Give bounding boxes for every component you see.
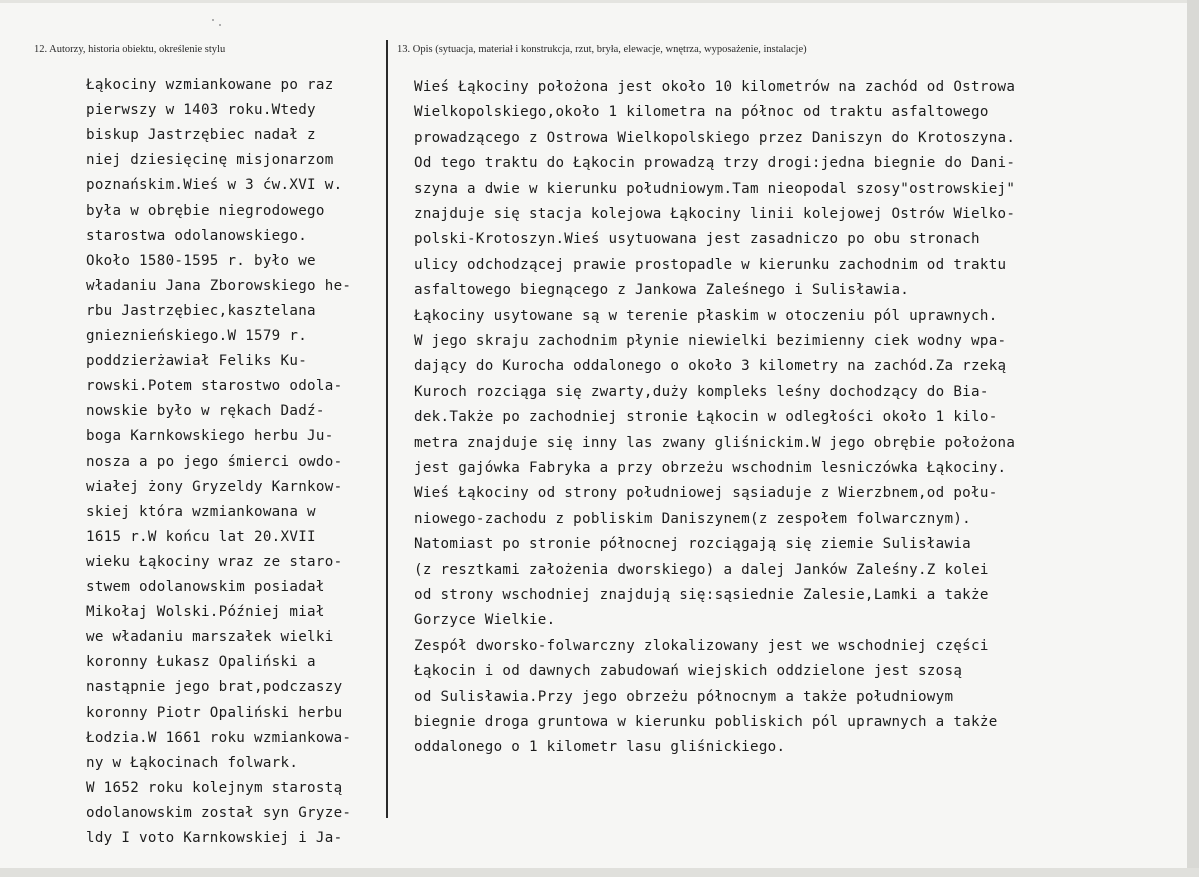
description-text-line: Łąkociny usytowane są w terenie płaskim w otoczeniu pól uprawnych. (414, 307, 998, 324)
history-text-line: odolanowskim został syn Gryze- (86, 804, 352, 821)
page-edge-top (0, 0, 1199, 3)
description-text-line: Wieś Łąkociny położona jest około 10 kilometrów na zachód od Ostrowa (414, 79, 1016, 95)
history-text-line: koronny Łukasz Opaliński a (86, 654, 316, 671)
description-text-line: znajduje się stacja kolejowa Łąkociny linii kolejowej Ostrów Wielko- (414, 206, 1016, 222)
description-text-line: Natomiast po stronie północnej rozciągają się ziemie Sulisławia (414, 536, 972, 553)
history-text-line: Mikołaj Wolski.Później miał (86, 604, 325, 621)
history-text-line: niej dziesięcinę misjonarzom (86, 152, 334, 169)
history-text-line: W 1652 roku kolejnym starostą (86, 779, 343, 796)
history-text-line: Łodzia.W 1661 roku wzmiankowa- (86, 729, 352, 746)
section-13-header: 13. Opis (sytuacja, materiał i konstrukcja, rzut, bryła, elewacje, wnętrza, wyposażenie, instalacje) (397, 44, 807, 55)
history-text-line: nosza a po jego śmierci owdo- (86, 453, 343, 470)
description-text-line: Gorzyce Wielkie. (414, 612, 556, 629)
history-text-line: starostwa odolanowskiego. (86, 227, 308, 244)
description-text-line: jest gajówka Fabryka a przy obrzeżu wschodnim lesniczówka Łąkociny. (414, 460, 1007, 476)
paper-speck (212, 19, 214, 21)
history-text-line: rowski.Potem starostwo odola- (86, 378, 343, 395)
history-text-line: nowskie było w rękach Dadź- (86, 403, 325, 420)
description-text-line: Zespół dworsko-folwarczny zlokalizowany jest we wschodniej części (414, 637, 989, 654)
description-text-line: Wieś Łąkociny od strony południowej sąsiaduje z Wierzbnem,od połu- (414, 485, 998, 502)
description-text-line: dek.Także po zachodniej stronie Łąkocin w odległości około 1 kilo- (414, 409, 998, 426)
description-text-line: szyna a dwie w kierunku południowym.Tam nieopodal szosy"ostrowskiej" (414, 180, 1016, 197)
description-text-line: dający do Kurocha oddalonego o około 3 kilometry na zachód.Za rzeką (414, 358, 1007, 375)
history-text-line: poznańskim.Wieś w 3 ćw.XVI w. (86, 177, 343, 194)
history-text-line: rbu Jastrzębiec,kasztelana (86, 302, 316, 319)
description-text-line: niowego-zachodu z pobliskim Daniszynem(z zespołem folwarcznym). (414, 510, 972, 527)
history-text-line: boga Karnkowskiego herbu Ju- (86, 428, 334, 445)
description-text-line: Łąkocin i od dawnych zabudowań wiejskich oddzielone jest szosą (414, 663, 963, 680)
description-text-line: W jego skraju zachodnim płynie niewielki bezimienny ciek wodny wpa- (414, 333, 1007, 349)
history-text-line: ldy I voto Karnkowskiej i Ja- (86, 830, 343, 846)
description-text-line: od strony wschodniej znajdują się:sąsiednie Zalesie,Lamki a także (414, 587, 989, 603)
description-text-line: od Sulisławia.Przy jego obrzeżu północnym a także południowym (414, 688, 954, 705)
description-text-line: oddalonego o 1 kilometr lasu gliśnickiego. (414, 739, 786, 756)
history-text-line: ny w Łąkocinach folwark. (86, 754, 299, 771)
history-text-line: koronny Piotr Opaliński herbu (86, 704, 343, 721)
description-text-line: asfaltowego biegnącego z Jankowa Zaleśnego i Sulisławia. (414, 282, 910, 299)
description-text-line: metra znajduje się inny las zwany gliśnickim.W jego obrębie położona (414, 434, 1016, 451)
description-text-line: ulicy odchodzącej prawie prostopadle w kierunku zachodnim od traktu (414, 256, 1007, 273)
history-text-line: była w obrębie niegrodowego (86, 202, 325, 219)
history-text-line: poddzierżawiał Feliks Ku- (86, 353, 308, 370)
description-text-line: polski-Krotoszyn.Wieś usytuowana jest zasadniczo po obu stronach (414, 231, 980, 248)
description-text-line: (z resztkami założenia dworskiego) a dalej Janków Zaleśny.Z kolei (414, 561, 989, 578)
section-12-header: 12. Autorzy, historia obiektu, określenie stylu (34, 44, 226, 55)
description-text-line: Wielkopolskiego,około 1 kilometra na północ od traktu asfaltowego (414, 104, 989, 121)
description-text-line: Kuroch rozciąga się zwarty,duży kompleks leśny dochodzący do Bia- (414, 383, 989, 400)
column-divider (386, 40, 388, 818)
page-edge-right (1187, 0, 1199, 877)
history-text-line: 1615 r.W końcu lat 20.XVII (86, 528, 316, 545)
history-text-line: pierwszy w 1403 roku.Wtedy (86, 102, 316, 119)
history-text-line: skiej która wzmiankowana w (86, 503, 316, 520)
history-text-line: Łąkociny wzmiankowane po raz (86, 77, 334, 93)
description-text-line: prowadzącego z Ostrowa Wielkopolskiego przez Daniszyn do Krotoszyna. (414, 129, 1016, 146)
history-text-line: stwem odolanowskim posiadał (86, 579, 325, 595)
paper-speck (219, 24, 221, 26)
history-text-line: gnieznieńskiego.W 1579 r. (86, 328, 308, 344)
history-text-line: wiałej żony Gryzeldy Karnkow- (86, 478, 343, 495)
description-text-line: biegnie droga gruntowa w kierunku pobliskich pól uprawnych a także (414, 714, 998, 730)
history-text-line: wieku Łąkociny wraz ze staro- (86, 553, 343, 570)
page-edge-bottom (0, 868, 1199, 877)
history-text-line: nastąpnie jego brat,podczaszy (86, 679, 343, 696)
history-text-line: władaniu Jana Zborowskiego he- (86, 277, 352, 294)
history-text-line: Około 1580-1595 r. było we (86, 252, 316, 269)
history-text-line: biskup Jastrzębiec nadał z (86, 127, 316, 144)
description-text-line: Od tego traktu do Łąkocin prowadzą trzy drogi:jedna biegnie do Dani- (414, 155, 1016, 172)
history-text-line: we władaniu marszałek wielki (86, 629, 334, 646)
